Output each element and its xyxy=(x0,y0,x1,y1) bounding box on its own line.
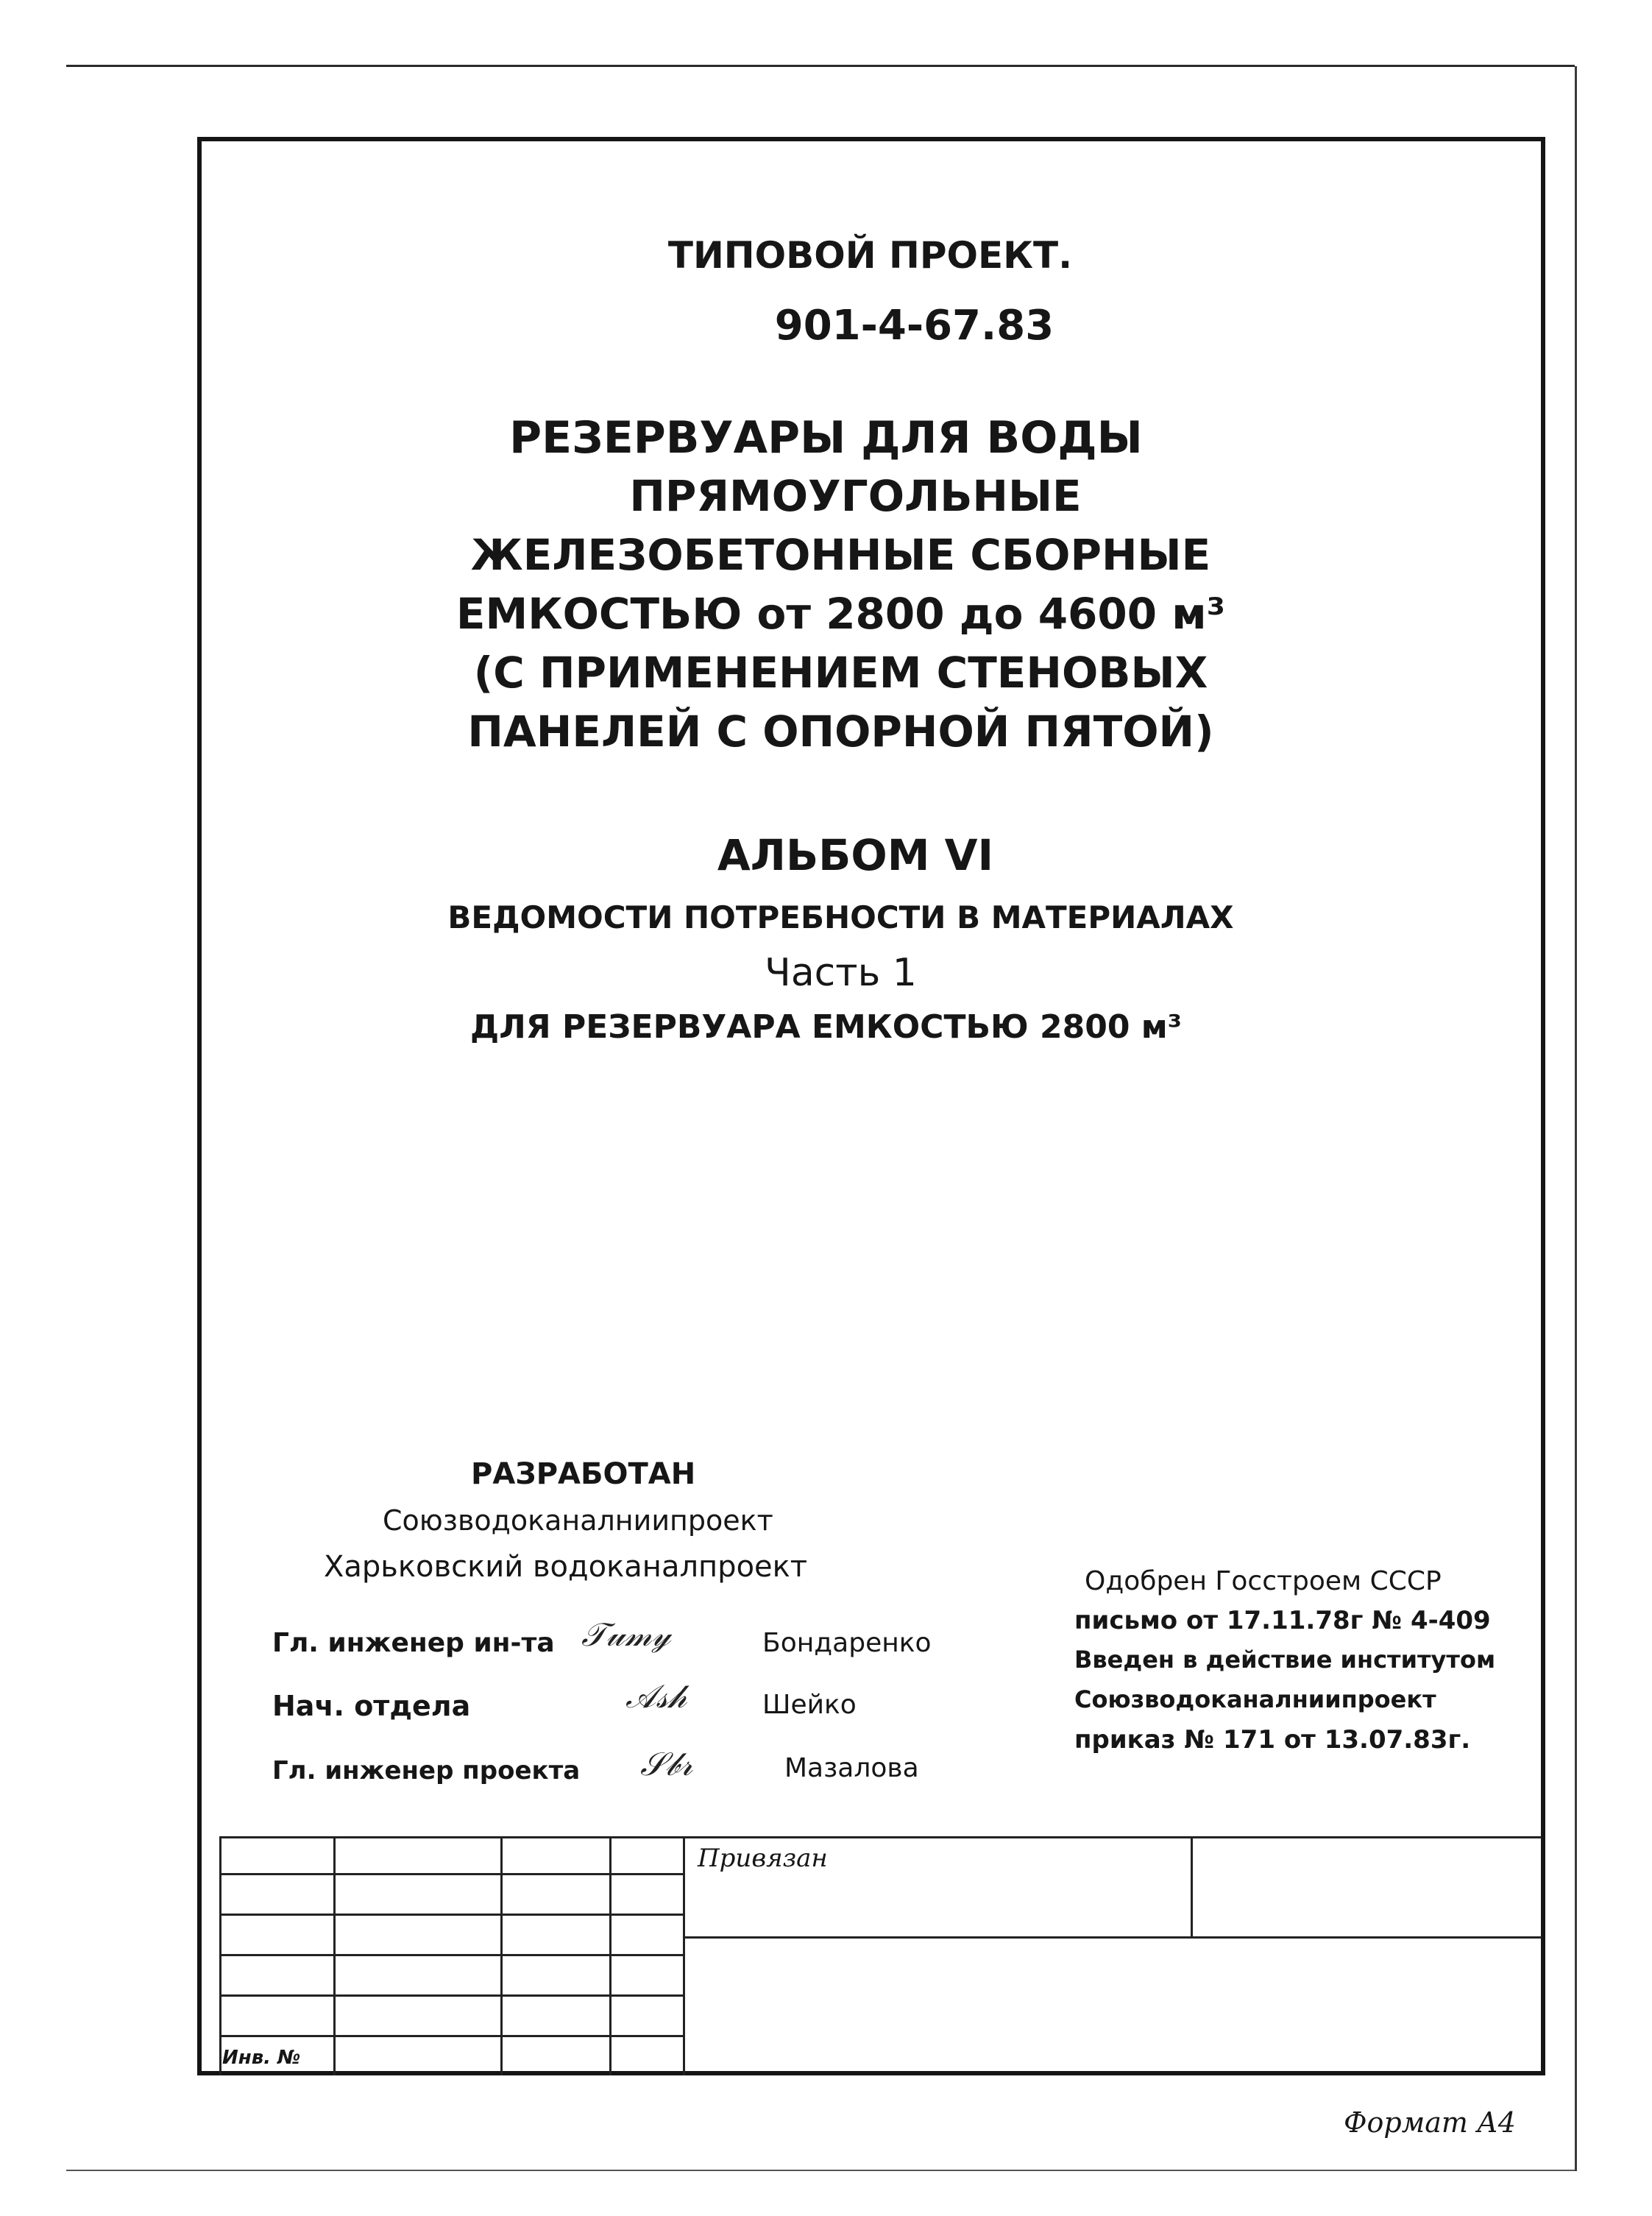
approval-line-3: Введен в действие институтом xyxy=(1074,1646,1496,1674)
sig-name-2: Шейко xyxy=(762,1690,857,1720)
approval-line-1: Одобрен Госстроем СССР xyxy=(1085,1566,1442,1596)
signature-mark-1: 𝒯𝓊𝓂𝓎 xyxy=(581,1616,671,1654)
project-type: ТИПОВОЙ ПРОЕКТ. xyxy=(667,234,1073,277)
paper-format: Формат А4 xyxy=(1344,2106,1516,2139)
stamp-line xyxy=(609,1836,611,2075)
developed-heading: РАЗРАБОТАН xyxy=(471,1457,696,1491)
title-line-2: ПРЯМОУГОЛЬНЫЕ xyxy=(629,471,1082,521)
sig-name-1: Бондаренко xyxy=(762,1628,932,1658)
sheet-bottom-border xyxy=(66,2170,1575,2171)
stamp-line xyxy=(219,1836,221,2075)
inventory-number-label: Инв. № xyxy=(222,2047,301,2069)
album-name: АЛЬБОМ VI xyxy=(717,830,994,880)
sig-role-1: Гл. инженер ин-та xyxy=(272,1628,555,1658)
stamp-line xyxy=(333,1836,336,2075)
signature-mark-3: 𝒮𝒷𝓇 xyxy=(640,1746,693,1783)
title-line-5: (С ПРИМЕНЕНИЕМ СТЕНОВЫХ xyxy=(473,648,1208,698)
stamp-line xyxy=(219,1914,683,1916)
approval-line-4: Союзводоканалниипроект xyxy=(1074,1685,1436,1713)
title-block-stamp xyxy=(219,1836,1542,2075)
stamp-line xyxy=(219,1994,683,1997)
stamp-note: Привязан xyxy=(698,1844,828,1873)
developed-org-2: Харьковский водоканалпроект xyxy=(324,1550,808,1584)
signature-mark-2: 𝒜𝓈𝒽 xyxy=(625,1678,687,1716)
stamp-line xyxy=(219,1836,1542,1838)
album-part-description: ДЛЯ РЕЗЕРВУАРА ЕМКОСТЬЮ 2800 м³ xyxy=(470,1008,1182,1046)
stamp-line xyxy=(683,1836,685,2075)
stamp-line xyxy=(219,2035,683,2037)
title-line-1: РЕЗЕРВУАРЫ ДЛЯ ВОДЫ xyxy=(509,412,1143,464)
album-part: Часть 1 xyxy=(765,951,917,995)
sig-role-2: Нач. отдела xyxy=(272,1690,471,1722)
project-code: 901-4-67.83 xyxy=(774,302,1054,350)
sheet-top-border xyxy=(66,65,1575,67)
sig-role-3: Гл. инженер проекта xyxy=(272,1756,581,1785)
stamp-line xyxy=(219,1954,683,1956)
stamp-line xyxy=(219,1873,683,1875)
stamp-line xyxy=(683,1936,1542,1939)
sheet-right-border xyxy=(1575,66,1577,2171)
stamp-line xyxy=(1191,1836,1193,1936)
developed-org-1: Союзводоканалниипроект xyxy=(383,1504,773,1537)
approval-line-5: приказ № 171 от 13.07.83г. xyxy=(1074,1725,1471,1755)
title-line-4: ЕМКОСТЬЮ от 2800 до 4600 м³ xyxy=(455,589,1226,639)
approval-line-2: письмо от 17.11.78г № 4-409 xyxy=(1074,1606,1491,1635)
title-line-6: ПАНЕЛЕЙ С ОПОРНОЙ ПЯТОЙ) xyxy=(467,707,1214,757)
title-line-3: ЖЕЛЕЗОБЕТОННЫЕ СБОРНЫЕ xyxy=(470,530,1211,580)
stamp-line xyxy=(500,1836,503,2075)
sig-name-3: Мазалова xyxy=(784,1753,919,1783)
album-subtitle: ВЕДОМОСТИ ПОТРЕБНОСТИ В МАТЕРИАЛАХ xyxy=(447,899,1234,935)
